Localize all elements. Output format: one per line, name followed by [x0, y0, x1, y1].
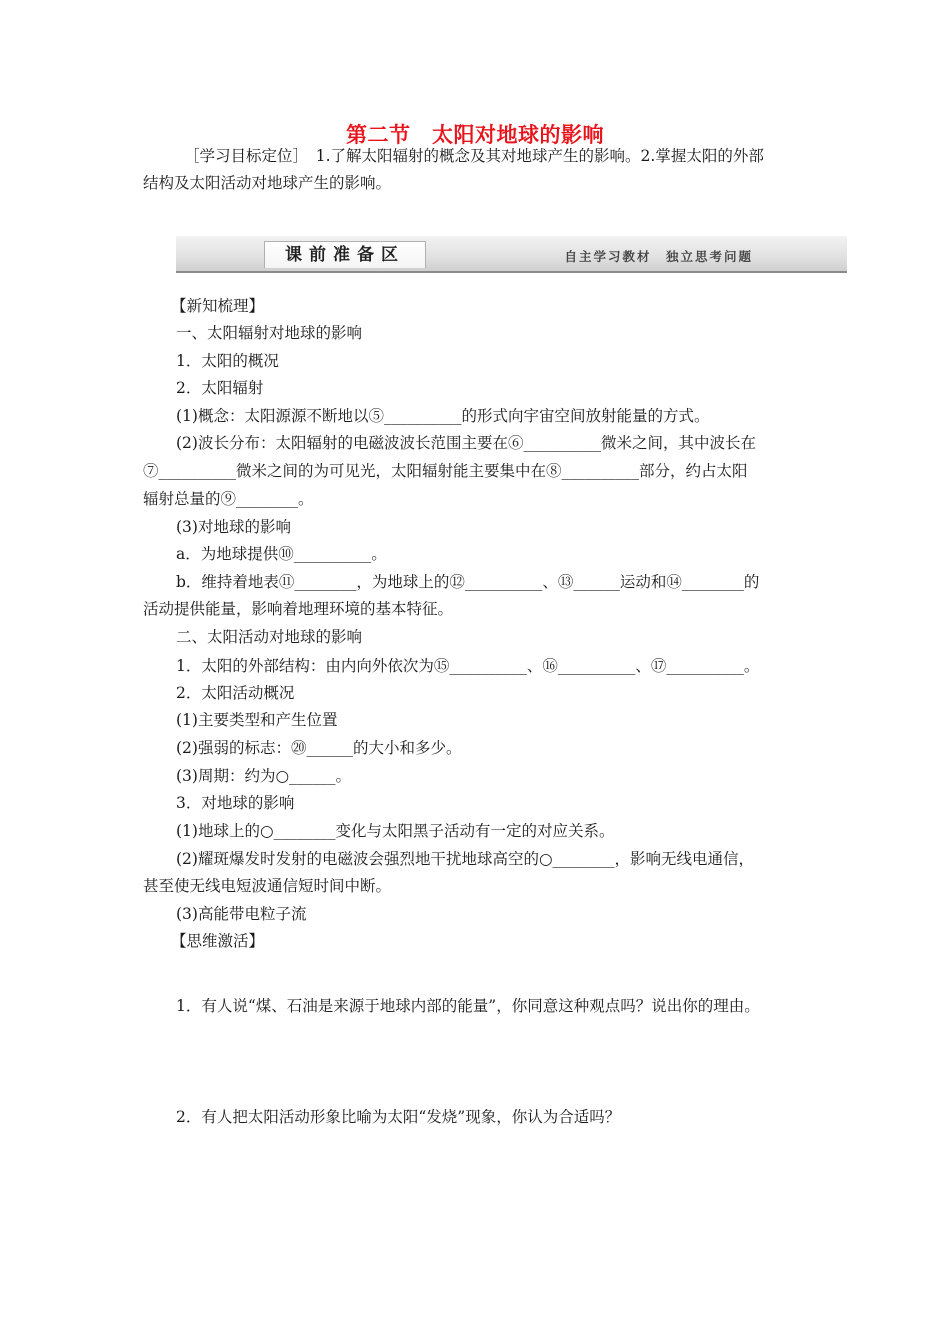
banner-subtitle: 自主学习教材 独立思考问题	[564, 249, 753, 264]
list-item: (3)周期：约为○______。	[176, 767, 351, 785]
list-item: (3)高能带电粒子流	[176, 905, 307, 923]
list-item: 3．对地球的影响	[176, 794, 295, 812]
banner-label: 课前准备区	[264, 241, 426, 268]
list-item: 2．太阳辐射	[176, 379, 264, 397]
list-item: b．维持着地表⑪________，为地球上的⑫__________、⑬______运动和⑭________的	[176, 573, 760, 591]
heading-thinking-activation: 【思维激活】	[171, 932, 265, 950]
question-2: 2．有人把太阳活动形象比喻为太阳“发烧”现象，你认为合适吗？	[176, 1108, 621, 1126]
list-item: (2)强弱的标志：⑳______的大小和多少。	[176, 739, 462, 757]
learning-objectives-line-2: 结构及太阳活动对地球产生的影响。	[143, 174, 392, 192]
heading-new-knowledge: 【新知梳理】	[171, 297, 265, 315]
list-item: 2．太阳活动概况	[176, 684, 295, 702]
list-item: (1)主要类型和产生位置	[176, 711, 338, 729]
section-banner	[176, 236, 847, 273]
list-item-continued: 活动提供能量，影响着地理环境的基本特征。	[143, 600, 454, 618]
list-item-continued: ⑦__________微米之间的为可见光，太阳辐射能主要集中在⑧__________部分，约占太阳	[143, 462, 748, 480]
section-heading-2: 二、太阳活动对地球的影响	[176, 628, 363, 646]
learning-objectives-line-1: ［学习目标定位］ 1.了解太阳辐射的概念及其对地球产生的影响。2.掌握太阳的外部	[184, 147, 764, 165]
list-item: (2)波长分布：太阳辐射的电磁波波长范围主要在⑥__________微米之间，其中波长在	[176, 434, 756, 452]
list-item: (1)地球上的○________变化与太阳黑子活动有一定的对应关系。	[176, 822, 615, 840]
question-1: 1．有人说“煤、石油是来源于地球内部的能量”，你同意这种观点吗？说出你的理由。	[176, 997, 760, 1015]
list-item: 1．太阳的外部结构：由内向外依次为⑮__________、⑯__________、⑰__________。	[176, 657, 760, 675]
page-title: 第二节 太阳对地球的影响	[346, 122, 604, 147]
list-item-continued: 辐射总量的⑨________。	[143, 490, 314, 508]
list-item: a．为地球提供⑩__________。	[176, 545, 387, 563]
list-item-continued: 甚至使无线电短波通信短时间中断。	[143, 877, 392, 895]
list-item: (1)概念：太阳源源不断地以⑤__________的形式向宇宙空间放射能量的方式。	[176, 407, 710, 425]
list-item: (3)对地球的影响	[176, 518, 291, 536]
list-item: (2)耀斑爆发时发射的电磁波会强烈地干扰地球高空的○________，影响无线电通信，	[176, 850, 754, 868]
section-heading-1: 一、太阳辐射对地球的影响	[176, 324, 363, 342]
list-item: 1．太阳的概况	[176, 352, 279, 370]
